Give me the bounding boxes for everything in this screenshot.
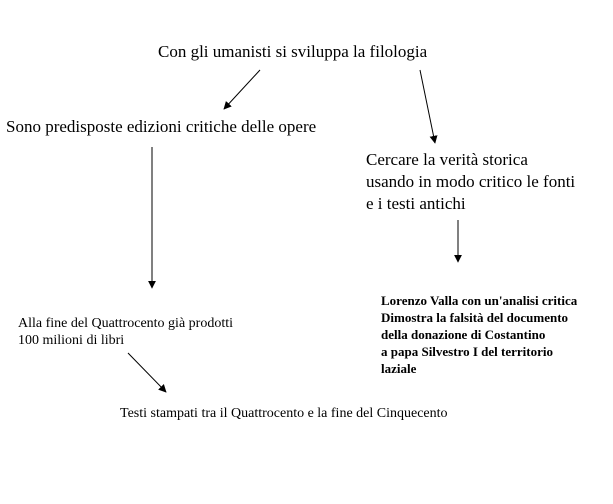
node-historical-truth-line: usando in modo critico le fonti: [366, 172, 576, 191]
arrow-root-to-truth: [420, 70, 435, 143]
node-historical-truth: [366, 149, 575, 215]
arrow-root-to-editions: [224, 70, 260, 109]
node-historical-truth-line: Cercare la verità storica: [366, 150, 528, 169]
node-critical-editions: Sono predisposte edizioni critiche delle opere: [6, 117, 317, 136]
node-lorenzo-valla: [381, 292, 577, 377]
node-root-filologia: Con gli umanisti si sviluppa la filologia: [158, 42, 428, 61]
node-books-produced-line: Alla fine del Quattrocento già prodotti: [18, 316, 233, 331]
node-lorenzo-valla-line: della donazione di Costantino: [381, 327, 546, 342]
node-lorenzo-valla-line: Lorenzo Valla con un'analisi critica: [381, 293, 578, 308]
node-books-produced: [18, 315, 233, 349]
node-historical-truth-line: e i testi antichi: [366, 194, 466, 213]
node-lorenzo-valla-line: Dimostra la falsità del documento: [381, 310, 569, 325]
node-lorenzo-valla-line: a papa Silvestro I del territorio: [381, 344, 553, 359]
arrow-books-to-printed: [128, 353, 166, 392]
node-printed-texts: Testi stampati tra il Quattrocento e la fine del Cinquecento: [120, 406, 448, 421]
node-books-produced-line: 100 milioni di libri: [18, 333, 125, 348]
node-lorenzo-valla-line: laziale: [381, 361, 417, 376]
